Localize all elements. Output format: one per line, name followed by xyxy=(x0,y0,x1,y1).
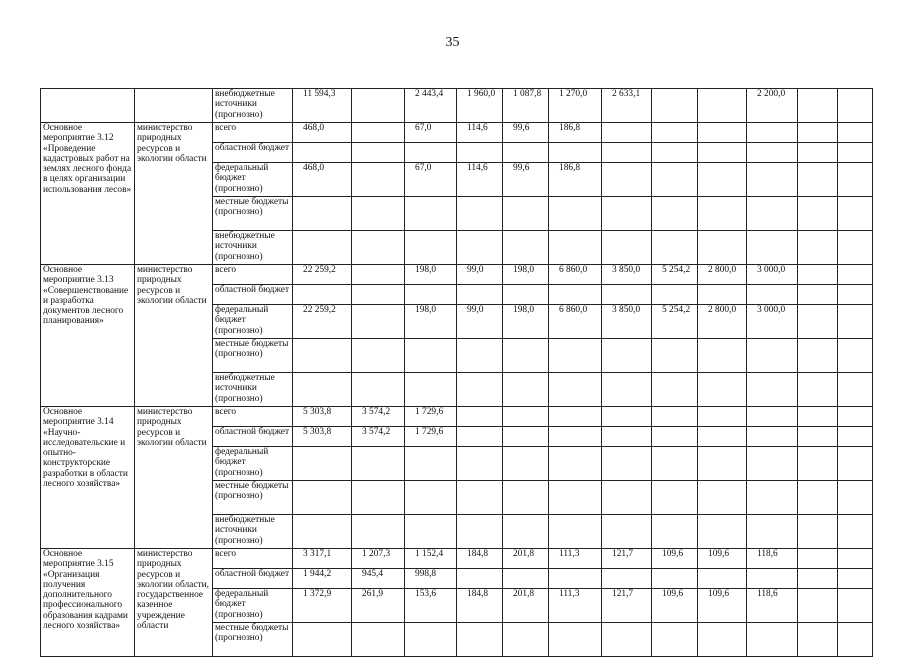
value-cell xyxy=(747,285,798,305)
value-cell: 111,3 xyxy=(549,549,602,569)
value-cell: 1 960,0 xyxy=(457,89,503,123)
value-cell xyxy=(549,515,602,549)
value-cell xyxy=(798,305,838,339)
value-cell: 109,6 xyxy=(652,589,698,623)
value-cell: 3 000,0 xyxy=(747,305,798,339)
value-cell: 114,6 xyxy=(457,163,503,197)
value-cell xyxy=(503,427,549,447)
value-cell xyxy=(503,339,549,373)
value-cell xyxy=(405,447,457,481)
value-cell xyxy=(838,231,873,265)
value-cell: 261,9 xyxy=(352,589,405,623)
value-cell: 1 207,3 xyxy=(352,549,405,569)
value-cell: 198,0 xyxy=(405,265,457,285)
value-cell xyxy=(405,197,457,231)
value-cell xyxy=(602,481,652,515)
value-cell xyxy=(798,285,838,305)
value-cell xyxy=(798,339,838,373)
value-cell xyxy=(549,143,602,163)
value-cell: 67,0 xyxy=(405,163,457,197)
value-cell: 114,6 xyxy=(457,123,503,143)
value-cell xyxy=(838,569,873,589)
value-cell xyxy=(457,481,503,515)
value-cell xyxy=(747,231,798,265)
value-cell xyxy=(698,515,747,549)
value-cell: 118,6 xyxy=(747,589,798,623)
value-cell xyxy=(352,339,405,373)
value-cell: 3 850,0 xyxy=(602,265,652,285)
value-cell xyxy=(698,339,747,373)
value-cell xyxy=(602,569,652,589)
value-cell xyxy=(503,481,549,515)
value-cell xyxy=(503,569,549,589)
value-cell xyxy=(602,339,652,373)
table-row xyxy=(41,549,873,569)
value-cell xyxy=(352,447,405,481)
source-cell: областной бюджет xyxy=(213,569,293,589)
value-cell: 998,8 xyxy=(405,569,457,589)
source-cell: всего xyxy=(213,407,293,427)
value-cell xyxy=(293,231,352,265)
source-cell: местные бюджеты (прогнозно) xyxy=(213,197,293,231)
value-cell xyxy=(698,123,747,143)
executor-cell: министерство природных ресурсов и экологии области xyxy=(135,123,213,265)
value-cell xyxy=(838,123,873,143)
value-cell xyxy=(698,197,747,231)
source-cell: внебюджетные источники (прогнозно) xyxy=(213,89,293,123)
value-cell xyxy=(602,285,652,305)
value-cell xyxy=(798,231,838,265)
value-cell xyxy=(652,285,698,305)
value-cell: 1 270,0 xyxy=(549,89,602,123)
source-cell: областной бюджет xyxy=(213,143,293,163)
value-cell xyxy=(698,89,747,123)
value-cell xyxy=(549,569,602,589)
value-cell: 5 303,8 xyxy=(293,407,352,427)
value-cell: 2 800,0 xyxy=(698,305,747,339)
value-cell: 201,8 xyxy=(503,589,549,623)
value-cell: 468,0 xyxy=(293,123,352,143)
measure-name-cell: Основное мероприятие 3.14 «Научно-исследовательские и опытно-конструкторские разработки в области лесного хозяйства» xyxy=(41,407,135,549)
value-cell xyxy=(457,569,503,589)
value-cell: 6 860,0 xyxy=(549,305,602,339)
page-number: 35 xyxy=(445,35,460,50)
source-cell: федеральный бюджет (прогнозно) xyxy=(213,163,293,197)
value-cell xyxy=(602,427,652,447)
table-row xyxy=(41,123,873,143)
value-cell xyxy=(652,407,698,427)
value-cell xyxy=(698,143,747,163)
value-cell: 1 152,4 xyxy=(405,549,457,569)
value-cell xyxy=(798,163,838,197)
source-cell: всего xyxy=(213,265,293,285)
measure-name-cell xyxy=(41,89,135,123)
value-cell xyxy=(549,427,602,447)
value-cell: 3 574,2 xyxy=(352,407,405,427)
executor-cell: министерство природных ресурсов и экологии области, государственное казенное учреждение области xyxy=(135,549,213,657)
value-cell xyxy=(503,407,549,427)
value-cell xyxy=(652,197,698,231)
value-cell xyxy=(838,427,873,447)
value-cell xyxy=(457,231,503,265)
budget-table xyxy=(40,88,873,657)
value-cell xyxy=(747,143,798,163)
value-cell: 121,7 xyxy=(602,589,652,623)
value-cell xyxy=(747,515,798,549)
value-cell xyxy=(698,285,747,305)
value-cell: 198,0 xyxy=(503,305,549,339)
value-cell xyxy=(798,481,838,515)
value-cell: 121,7 xyxy=(602,549,652,569)
value-cell xyxy=(798,407,838,427)
value-cell xyxy=(293,339,352,373)
value-cell xyxy=(652,447,698,481)
value-cell xyxy=(352,143,405,163)
value-cell xyxy=(798,265,838,285)
value-cell xyxy=(352,89,405,123)
value-cell: 2 443,4 xyxy=(405,89,457,123)
table-row xyxy=(41,407,873,427)
value-cell: 99,0 xyxy=(457,265,503,285)
executor-cell xyxy=(135,89,213,123)
value-cell xyxy=(405,231,457,265)
value-cell xyxy=(503,231,549,265)
source-cell: федеральный бюджет (прогнозно) xyxy=(213,589,293,623)
value-cell: 11 594,3 xyxy=(293,89,352,123)
value-cell xyxy=(838,407,873,427)
value-cell xyxy=(503,143,549,163)
value-cell xyxy=(747,339,798,373)
value-cell: 2 633,1 xyxy=(602,89,652,123)
value-cell xyxy=(602,373,652,407)
measure-name-cell: Основное мероприятие 3.15 «Организация получения дополнительного профессионального образования кадрами лесного хозяйства» xyxy=(41,549,135,657)
value-cell xyxy=(549,447,602,481)
value-cell xyxy=(503,197,549,231)
value-cell xyxy=(602,447,652,481)
value-cell xyxy=(352,373,405,407)
value-cell xyxy=(503,285,549,305)
value-cell xyxy=(503,373,549,407)
source-cell: внебюджетные источники (прогнозно) xyxy=(213,231,293,265)
value-cell xyxy=(798,589,838,623)
value-cell xyxy=(602,407,652,427)
value-cell xyxy=(652,481,698,515)
value-cell: 153,6 xyxy=(405,589,457,623)
value-cell xyxy=(602,123,652,143)
value-cell xyxy=(503,447,549,481)
table-row xyxy=(41,265,873,285)
value-cell xyxy=(549,231,602,265)
value-cell: 111,3 xyxy=(549,589,602,623)
value-cell xyxy=(602,163,652,197)
value-cell: 1 944,2 xyxy=(293,569,352,589)
value-cell xyxy=(405,481,457,515)
value-cell xyxy=(747,569,798,589)
source-cell: местные бюджеты (прогнозно) xyxy=(213,481,293,515)
source-cell: всего xyxy=(213,123,293,143)
value-cell xyxy=(352,515,405,549)
value-cell xyxy=(747,481,798,515)
value-cell: 5 254,2 xyxy=(652,305,698,339)
value-cell: 99,0 xyxy=(457,305,503,339)
value-cell: 118,6 xyxy=(747,549,798,569)
value-cell: 186,8 xyxy=(549,163,602,197)
value-cell: 109,6 xyxy=(698,589,747,623)
value-cell xyxy=(698,481,747,515)
value-cell xyxy=(405,373,457,407)
value-cell xyxy=(293,143,352,163)
value-cell: 198,0 xyxy=(405,305,457,339)
value-cell: 67,0 xyxy=(405,123,457,143)
value-cell xyxy=(652,569,698,589)
value-cell xyxy=(602,197,652,231)
value-cell xyxy=(457,427,503,447)
value-cell xyxy=(838,89,873,123)
value-cell: 184,8 xyxy=(457,589,503,623)
value-cell xyxy=(838,285,873,305)
value-cell xyxy=(798,569,838,589)
value-cell: 1 087,8 xyxy=(503,89,549,123)
value-cell: 22 259,2 xyxy=(293,305,352,339)
value-cell xyxy=(352,197,405,231)
value-cell: 3 850,0 xyxy=(602,305,652,339)
value-cell: 1 372,9 xyxy=(293,589,352,623)
value-cell xyxy=(293,515,352,549)
value-cell xyxy=(747,427,798,447)
value-cell: 184,8 xyxy=(457,549,503,569)
value-cell xyxy=(352,265,405,285)
value-cell xyxy=(652,373,698,407)
value-cell xyxy=(293,285,352,305)
value-cell xyxy=(457,285,503,305)
value-cell xyxy=(798,89,838,123)
source-cell: местные бюджеты (прогнозно) xyxy=(213,339,293,373)
value-cell xyxy=(652,515,698,549)
value-cell: 201,8 xyxy=(503,549,549,569)
source-cell: федеральный бюджет (прогнозно) xyxy=(213,305,293,339)
value-cell xyxy=(405,143,457,163)
value-cell: 5 303,8 xyxy=(293,427,352,447)
value-cell xyxy=(457,447,503,481)
value-cell xyxy=(602,143,652,163)
value-cell xyxy=(798,197,838,231)
value-cell: 945,4 xyxy=(352,569,405,589)
source-cell: внебюджетные источники (прогнозно) xyxy=(213,515,293,549)
value-cell xyxy=(652,123,698,143)
value-cell xyxy=(293,447,352,481)
value-cell xyxy=(838,549,873,569)
value-cell xyxy=(698,569,747,589)
value-cell xyxy=(798,123,838,143)
value-cell xyxy=(798,515,838,549)
value-cell: 5 254,2 xyxy=(652,265,698,285)
value-cell xyxy=(838,305,873,339)
value-cell xyxy=(747,197,798,231)
value-cell xyxy=(698,373,747,407)
value-cell xyxy=(747,163,798,197)
value-cell: 1 729,6 xyxy=(405,407,457,427)
value-cell xyxy=(747,123,798,143)
value-cell xyxy=(352,123,405,143)
table-row xyxy=(41,89,873,123)
executor-cell: министерство природных ресурсов и экологии области xyxy=(135,407,213,549)
value-cell xyxy=(602,231,652,265)
value-cell: 3 574,2 xyxy=(352,427,405,447)
value-cell xyxy=(293,373,352,407)
value-cell xyxy=(457,339,503,373)
value-cell: 6 860,0 xyxy=(549,265,602,285)
value-cell: 99,6 xyxy=(503,123,549,143)
value-cell xyxy=(798,373,838,407)
value-cell xyxy=(352,481,405,515)
value-cell xyxy=(698,427,747,447)
value-cell xyxy=(457,515,503,549)
value-cell: 109,6 xyxy=(652,549,698,569)
source-cell: всего xyxy=(213,549,293,569)
source-cell: областной бюджет xyxy=(213,285,293,305)
value-cell: 2 200,0 xyxy=(747,89,798,123)
value-cell xyxy=(747,373,798,407)
value-cell xyxy=(838,589,873,623)
value-cell xyxy=(652,163,698,197)
value-cell xyxy=(549,407,602,427)
value-cell xyxy=(838,339,873,373)
value-cell: 3 000,0 xyxy=(747,265,798,285)
value-cell xyxy=(457,407,503,427)
value-cell xyxy=(838,265,873,285)
value-cell: 186,8 xyxy=(549,123,602,143)
value-cell xyxy=(838,143,873,163)
value-cell xyxy=(549,481,602,515)
value-cell xyxy=(698,163,747,197)
value-cell xyxy=(549,339,602,373)
source-cell: местные бюджеты (прогнозно) xyxy=(213,623,293,657)
value-cell xyxy=(838,163,873,197)
value-cell: 3 317,1 xyxy=(293,549,352,569)
source-cell: областной бюджет xyxy=(213,427,293,447)
value-cell xyxy=(652,143,698,163)
value-cell xyxy=(549,197,602,231)
value-cell xyxy=(747,447,798,481)
value-cell xyxy=(838,515,873,549)
value-cell xyxy=(798,427,838,447)
value-cell xyxy=(798,447,838,481)
value-cell xyxy=(352,285,405,305)
source-cell: федеральный бюджет (прогнозно) xyxy=(213,447,293,481)
value-cell xyxy=(838,481,873,515)
value-cell xyxy=(838,447,873,481)
value-cell xyxy=(405,339,457,373)
value-cell xyxy=(652,339,698,373)
value-cell xyxy=(352,305,405,339)
value-cell: 2 800,0 xyxy=(698,265,747,285)
value-cell xyxy=(405,515,457,549)
value-cell: 468,0 xyxy=(293,163,352,197)
measure-name-cell: Основное мероприятие 3.12 «Проведение кадастровых работ на землях лесного фонда в целях организации использования лесов» xyxy=(41,123,135,265)
value-cell xyxy=(698,407,747,427)
source-cell: внебюджетные источники (прогнозно) xyxy=(213,373,293,407)
value-cell xyxy=(838,373,873,407)
value-cell xyxy=(652,231,698,265)
value-cell xyxy=(652,89,698,123)
value-cell xyxy=(503,515,549,549)
measure-name-cell: Основное мероприятие 3.13 «Совершенствование и разработка документов лесного планирования» xyxy=(41,265,135,407)
value-cell xyxy=(652,427,698,447)
value-cell xyxy=(747,407,798,427)
value-cell xyxy=(798,549,838,569)
value-cell: 109,6 xyxy=(698,549,747,569)
value-cell xyxy=(352,163,405,197)
value-cell xyxy=(698,231,747,265)
value-cell: 22 259,2 xyxy=(293,265,352,285)
value-cell xyxy=(798,143,838,163)
value-cell xyxy=(405,285,457,305)
value-cell xyxy=(457,197,503,231)
value-cell xyxy=(293,197,352,231)
value-cell xyxy=(352,231,405,265)
value-cell xyxy=(838,197,873,231)
value-cell xyxy=(457,373,503,407)
value-cell xyxy=(293,481,352,515)
value-cell: 99,6 xyxy=(503,163,549,197)
value-cell xyxy=(549,373,602,407)
value-cell xyxy=(457,143,503,163)
value-cell xyxy=(698,447,747,481)
value-cell xyxy=(549,285,602,305)
executor-cell: министерство природных ресурсов и экологии области xyxy=(135,265,213,407)
value-cell: 198,0 xyxy=(503,265,549,285)
value-cell: 1 729,6 xyxy=(405,427,457,447)
value-cell xyxy=(602,515,652,549)
